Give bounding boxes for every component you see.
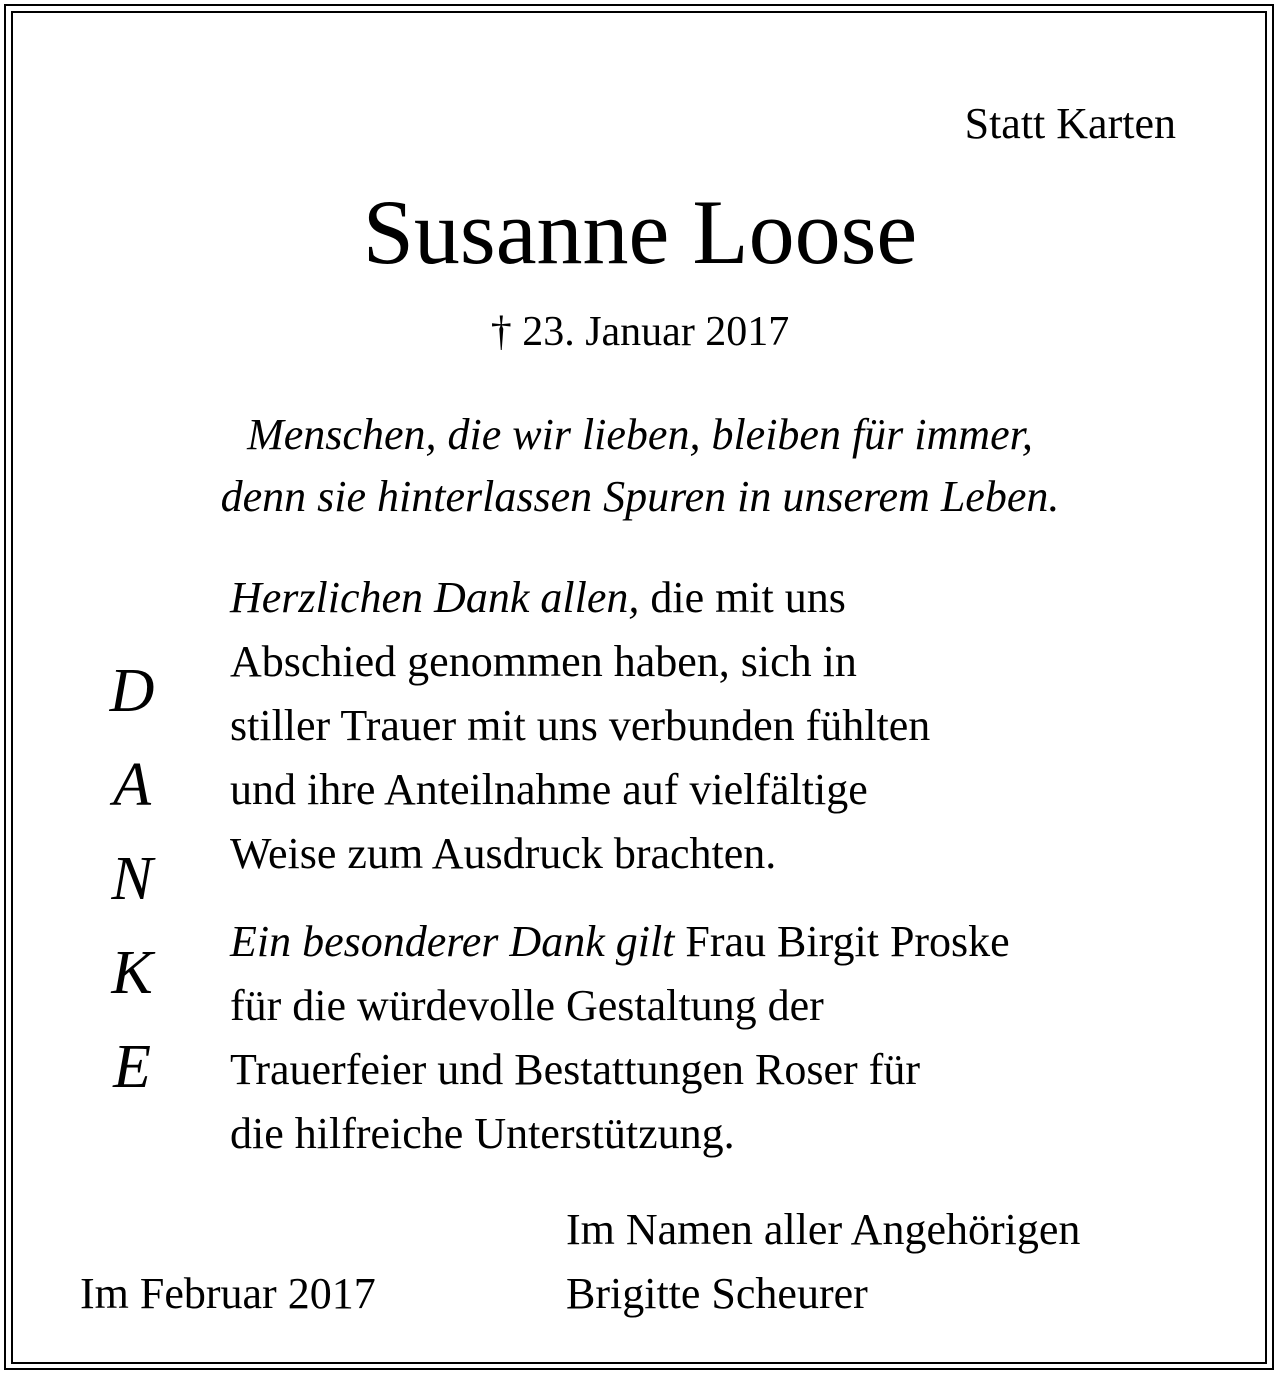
thanks-p1-line-4: und ihre Anteilnahme auf vielfältige bbox=[230, 765, 868, 814]
danke-letter-k: K bbox=[111, 939, 153, 1007]
footer-on-behalf: Im Namen aller Angehörigen bbox=[566, 1205, 1081, 1254]
thanks-p1-line-3: stiller Trauer mit uns verbunden fühlten bbox=[230, 701, 931, 750]
thanks-p2-line-1 bbox=[230, 910, 1010, 974]
danke-letter-d: D bbox=[109, 657, 155, 725]
motto-line-1: Menschen, die wir lieben, bleiben für immer, bbox=[247, 410, 1033, 459]
thanks-p1-line-2: Abschied genommen haben, sich in bbox=[230, 637, 857, 686]
thanks-p1-line-1-rest: die mit uns bbox=[639, 573, 846, 622]
motto-quote bbox=[0, 404, 1280, 528]
thanks-paragraph-1 bbox=[230, 566, 930, 886]
deceased-name: Susanne Loose bbox=[362, 181, 918, 283]
motto-line-2: denn sie hinterlassen Spuren in unserem Leben. bbox=[220, 472, 1060, 521]
footer-date: Im Februar 2017 bbox=[80, 1269, 376, 1318]
thanks-p2-line-4: die hilfreiche Unterstützung. bbox=[230, 1109, 735, 1158]
thanks-p2-lead: Ein besonderer Dank gilt bbox=[230, 917, 675, 966]
statt-karten-label: Statt Karten bbox=[964, 99, 1176, 148]
thanks-p2-line-3: Trauerfeier und Bestattungen Roser für bbox=[230, 1045, 920, 1094]
thanks-p2-line-1-rest: Frau Birgit Proske bbox=[674, 917, 1010, 966]
thanks-p1-lead: Herzlichen Dank allen, bbox=[230, 573, 640, 622]
thanks-p1-line-5: Weise zum Ausdruck brachten. bbox=[230, 829, 777, 878]
thanks-p1-line-1 bbox=[230, 566, 930, 630]
thanks-p2-line-2: für die würdevolle Gestaltung der bbox=[230, 981, 824, 1030]
danke-letter-a: A bbox=[113, 751, 151, 819]
danke-letter-e: E bbox=[113, 1033, 151, 1101]
danke-letter-n: N bbox=[111, 845, 153, 913]
death-date: † 23. Januar 2017 bbox=[490, 309, 790, 355]
footer-signatory: Brigitte Scheurer bbox=[566, 1269, 868, 1318]
thanks-paragraph-2 bbox=[230, 910, 1010, 1166]
